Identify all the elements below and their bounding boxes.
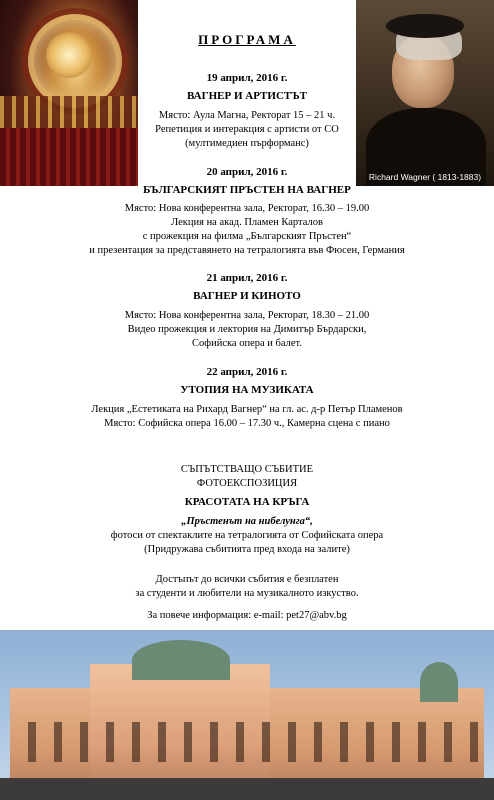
companion-label-2: ФОТОЕКСПОЗИЦИЯ	[196, 478, 298, 489]
event-2-line-2: Лекция на акад. Пламен Карталов	[171, 217, 323, 228]
companion-label-1: СЪПЪТСТВАЩО СЪБИТИЕ	[180, 464, 314, 475]
access-line-1: Достъпът до всички събития е безплатен	[155, 574, 339, 585]
event-4-line-1: Лекция „Естетиката на Рихард Вагнер“ на гл. ас. д-р Петър Пламенов	[91, 404, 403, 415]
event-1-line-1: Място: Аула Магна, Ректорат 15 – 21 ч.	[158, 110, 336, 121]
event-4-line-2: Място: Софийска опера 16.00 – 17.30 ч., Камерна сцена с пиано	[104, 418, 390, 429]
event-1-line-3: (мултимедиен пърформанс)	[185, 138, 309, 149]
event-2-line-4: и презентация за представянето на тетралогията във Фюсен, Германия	[89, 245, 405, 256]
event-2-date: 20 април, 2016 г.	[206, 166, 288, 178]
event-1-line-2: Репетиция и интеракция с артисти от СО	[155, 124, 339, 135]
portrait-caption: Richard Wagner ( 1813-1883)	[368, 172, 482, 182]
event-3-line-2: Видео прожекция и лектория на Димитър Бърдарски,	[127, 324, 367, 335]
companion-line-1: фотоси от спектаклите на тетралогията от Софийската опера	[110, 530, 384, 541]
companion-subtitle: „Пръстенът на нибелунга“,	[181, 516, 313, 527]
event-2-heading: БЪЛГАРСКИЯТ ПРЪСТЕН НА ВАГНЕР	[143, 184, 351, 196]
event-1-date: 19 април, 2016 г.	[206, 72, 288, 84]
event-3-heading: ВАГНЕР И КИНОТО	[193, 290, 301, 302]
event-2-line-3: с прожекция на филма „Българският Пръстен“	[142, 231, 352, 242]
richard-wagner-portrait	[356, 0, 494, 186]
page-title: ПРОГРАМА	[198, 32, 296, 47]
companion-line-2: (Придружава събитията пред входа на залите)	[144, 544, 350, 555]
event-3-date: 21 април, 2016 г.	[206, 272, 288, 284]
event-1-heading: ВАГНЕР И АРТИСТЪТ	[187, 90, 307, 102]
event-4-heading: УТОПИЯ НА МУЗИКАТА	[180, 384, 314, 396]
event-3-line-3: Софийска опера и балет.	[192, 338, 302, 349]
sofia-university-building-photo	[0, 630, 494, 800]
event-4-date: 22 април, 2016 г.	[206, 366, 288, 378]
companion-heading: КРАСОТАТА НА КРЪГА	[184, 496, 310, 508]
event-3-line-1: Място: Нова конферентна зала, Ректорат, 18.30 – 21.00	[124, 310, 370, 321]
opera-house-interior-photo	[0, 0, 138, 186]
event-2-line-1: Място: Нова конферентна зала, Ректорат, 16.30 – 19.00	[124, 203, 370, 214]
access-line-2: за студенти и любители на музикалното изкуство.	[135, 588, 359, 599]
contact-info: За повече информация: e-mail: pet27@abv.bg	[147, 610, 347, 621]
